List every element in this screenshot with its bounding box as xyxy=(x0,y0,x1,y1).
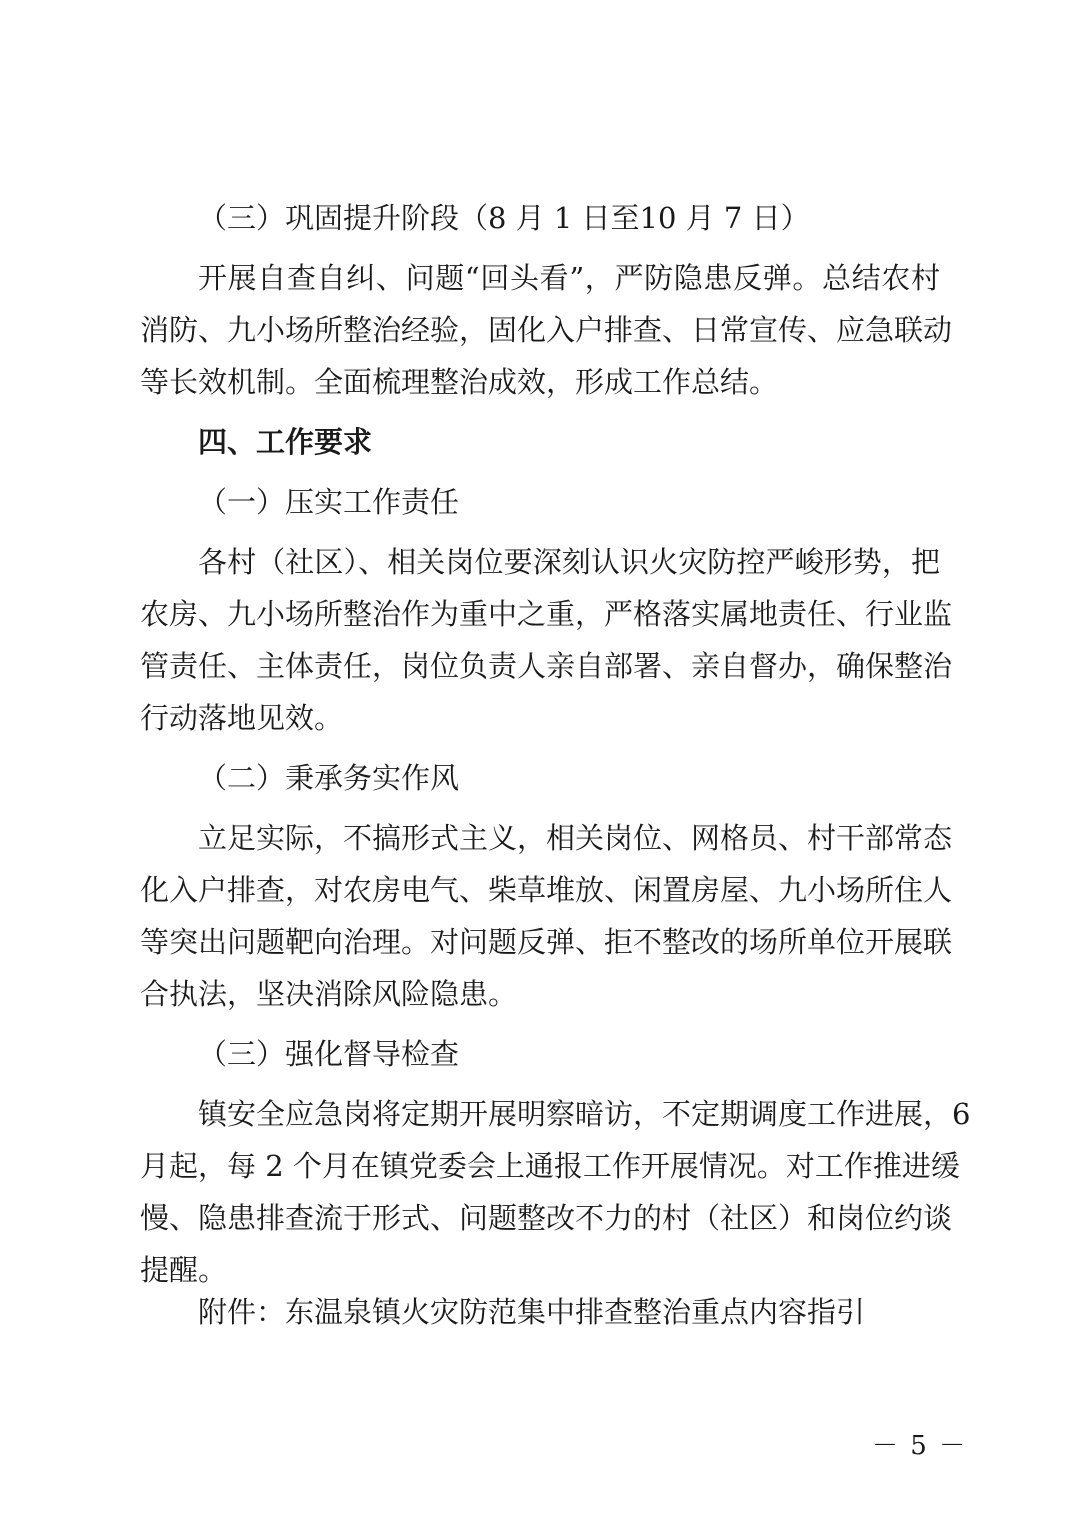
requirement-2-paragraph xyxy=(140,812,953,1020)
paragraph-line: 提醒。 xyxy=(140,1253,228,1287)
requirement-3-title: （三）强化督导检查 xyxy=(198,1037,460,1071)
paragraph-line: 合执法，坚决消除风险隐患。 xyxy=(140,977,518,1011)
attachment-note: 附件：东温泉镇火灾防范集中排查整治重点内容指引 xyxy=(198,1295,866,1329)
requirement-1-title: （一）压实工作责任 xyxy=(198,485,460,519)
paragraph-line: 农房、九小场所整治作为重中之重，严格落实属地责任、行业监 xyxy=(140,597,953,631)
section-3-title: （三）巩固提升阶段（8 月 1 日至10 月 7 日） xyxy=(198,201,810,235)
paragraph-line: 行动落地见效。 xyxy=(140,701,344,735)
paragraph-line: 等突出问题靶向治理。对问题反弹、拒不整改的场所单位开展联 xyxy=(140,925,953,959)
requirement-3-paragraph xyxy=(140,1088,971,1296)
paragraph-line: 月起，每 2 个月在镇党委会上通报工作开展情况。对工作推进缓 xyxy=(140,1149,960,1183)
paragraph-line: 消防、九小场所整治经验，固化入户排查、日常宣传、应急联动 xyxy=(140,313,953,347)
paragraph-line: 镇安全应急岗将定期开展明察暗访，不定期调度工作进展，6 xyxy=(198,1097,971,1131)
page-number: － 5 － xyxy=(872,1431,968,1461)
paragraph-line: 慢、隐患排查流于形式、问题整改不力的村（社区）和岗位约谈 xyxy=(140,1201,953,1235)
paragraph-line: 开展自查自纠、问题“回头看”，严防隐患反弹。总结农村 xyxy=(198,261,940,295)
paragraph-line: 等长效机制。全面梳理整治成效，形成工作总结。 xyxy=(140,365,779,399)
section-3-paragraph xyxy=(140,252,953,408)
paragraph-line: 各村（社区）、相关岗位要深刻认识火灾防控严峻形势，把 xyxy=(198,545,940,579)
paragraph-line: 立足实际，不搞形式主义，相关岗位、网格员、村干部常态 xyxy=(198,821,953,855)
paragraph-line: 管责任、主体责任，岗位负责人亲自部署、亲自督办，确保整治 xyxy=(140,649,953,683)
document-body xyxy=(140,192,971,1304)
requirement-2-title: （二）秉承务实作风 xyxy=(198,761,460,795)
heading-work-requirements: 四、工作要求 xyxy=(198,425,373,459)
requirement-1-paragraph xyxy=(140,536,953,744)
paragraph-line: 化入户排查，对农房电气、柴草堆放、闲置房屋、九小场所住人 xyxy=(140,873,953,907)
